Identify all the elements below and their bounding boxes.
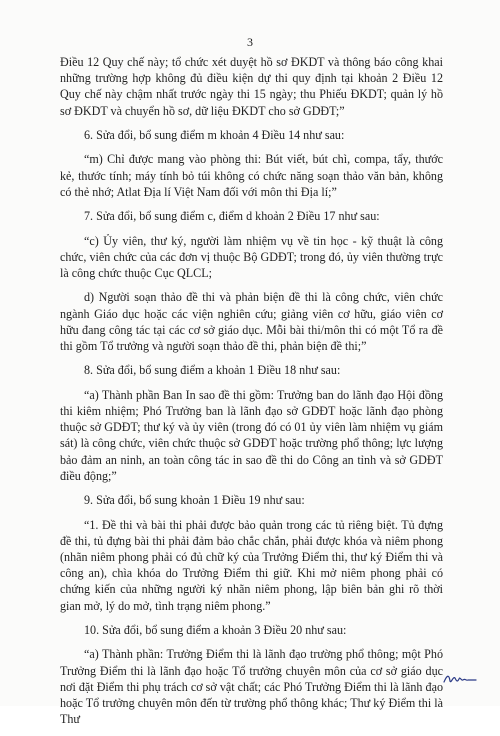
page-number: 3 xyxy=(247,35,253,49)
amendment-text-6: “m) Chỉ được mang vào phòng thi: Bút viết, bút chì, compa, tẩy, thước kẻ, thước tính; máy tính bỏ túi không có chức năng soạn thảo văn bản, không có thẻ nhớ; Atlat Địa lí Việt Nam đối với môn thi Địa lí;” xyxy=(60,152,443,199)
amendment-heading-8: 8. Sửa đổi, bổ sung điểm a khoản 1 Điều 18 như sau: xyxy=(84,363,341,378)
amendment-heading-6: 6. Sửa đổi, bổ sung điểm m khoản 4 Điều 14 như sau: xyxy=(84,128,345,142)
amendment-text-10: “a) Thành phần: Trưởng Điểm thi là lãnh đạo trường phổ thông; một Phó Trưởng Điểm thi là lãnh đạo hoặc Tổ trưởng chuyên môn của cơ sở giáo dục nơi đặt Điểm thi phụ trách cơ sở vật chất; các Phó Trưởng Điểm thi là lãnh đạo hoặc Tổ trưởng chuyên môn đến từ trường phổ thông khác; Thư ký Điểm thi là Thư xyxy=(60,647,443,727)
amendment-heading-7: 7. Sửa đổi, bổ sung điểm c, điểm d khoản 2 Điều 17 như sau: xyxy=(84,209,380,224)
amendment-text-7d: d) Người soạn thảo đề thi và phản biện đề thi là công chức, viên chức ngành Giáo dục hoặc các viện nghiên cứu; giảng viên cơ hữu, giáo viên cơ hữu đang công tác tại các cơ sở giáo dục. Mỗi bài thi/môn thi có một Tổ ra đề thi gồm Tổ trưởng và người soạn thảo đề thi, phản biện đề thi;” xyxy=(60,290,443,353)
amendment-heading-9: 9. Sửa đổi, bổ sung khoản 1 Điều 19 như sau: xyxy=(84,493,305,508)
document-body xyxy=(60,54,443,736)
paragraph-continuation: Điều 12 Quy chế này; tổ chức xét duyệt hồ sơ ĐKDT và thông báo công khai những trường hợp không đủ điều kiện dự thi quy định tại khoản 2 Điều 12 Quy chế này chậm nhất trước ngày thi 15 ngày; thu Phiếu ĐKDT; quản lý hồ sơ ĐKDT và chuyển hồ sơ, dữ liệu ĐKDT cho sở GDĐT;” xyxy=(60,55,443,118)
amendment-heading-10: 10. Sửa đổi, bổ sung điểm a khoản 3 Điều 20 như sau: xyxy=(84,622,347,637)
signature-initials xyxy=(443,672,477,686)
amendment-text-8: “a) Thành phần Ban In sao đề thi gồm: Trưởng ban do lãnh đạo Hội đồng thi kiêm nhiệm; Phó Trưởng ban là lãnh đạo sở GDĐT hoặc lãnh đạo phòng thuộc sở GDĐT; thư ký và ủy viên (trong đó có 01 ủy viên làm nhiệm vụ giám sát) là công chức, viên chức thuộc sở GDĐT hoặc trường phổ thông; lực lượng bảo đảm an ninh, an toàn công tác in sao đề thi do Công an tỉnh và sở GDĐT điều động;” xyxy=(60,387,443,483)
amendment-text-7c: “c) Ủy viên, thư ký, người làm nhiệm vụ về tin học - kỹ thuật là công chức, viên chức của các đơn vị thuộc Bộ GDĐT; trong đó, ủy viên thường trực là công chức thuộc Cục QLCL; xyxy=(60,233,443,280)
amendment-text-9: “1. Đề thi và bài thi phải được bảo quản trong các tủ riêng biệt. Tủ đựng đề thi, tủ đựng bài thi phải đảm bảo chắc chắn, phải được khóa và niêm phong (nhãn niêm phong phải có đủ chữ ký của Trưởng Điểm thi, thư ký Điểm thi và công an), chìa khóa do Trưởng Điểm thi giữ. Khi mở niêm phong phải có chứng kiến của những người ký nhãn niêm phong, lập biên bản ghi rõ thời gian mở, lý do mở, tình trạng niêm phong.” xyxy=(60,517,443,613)
